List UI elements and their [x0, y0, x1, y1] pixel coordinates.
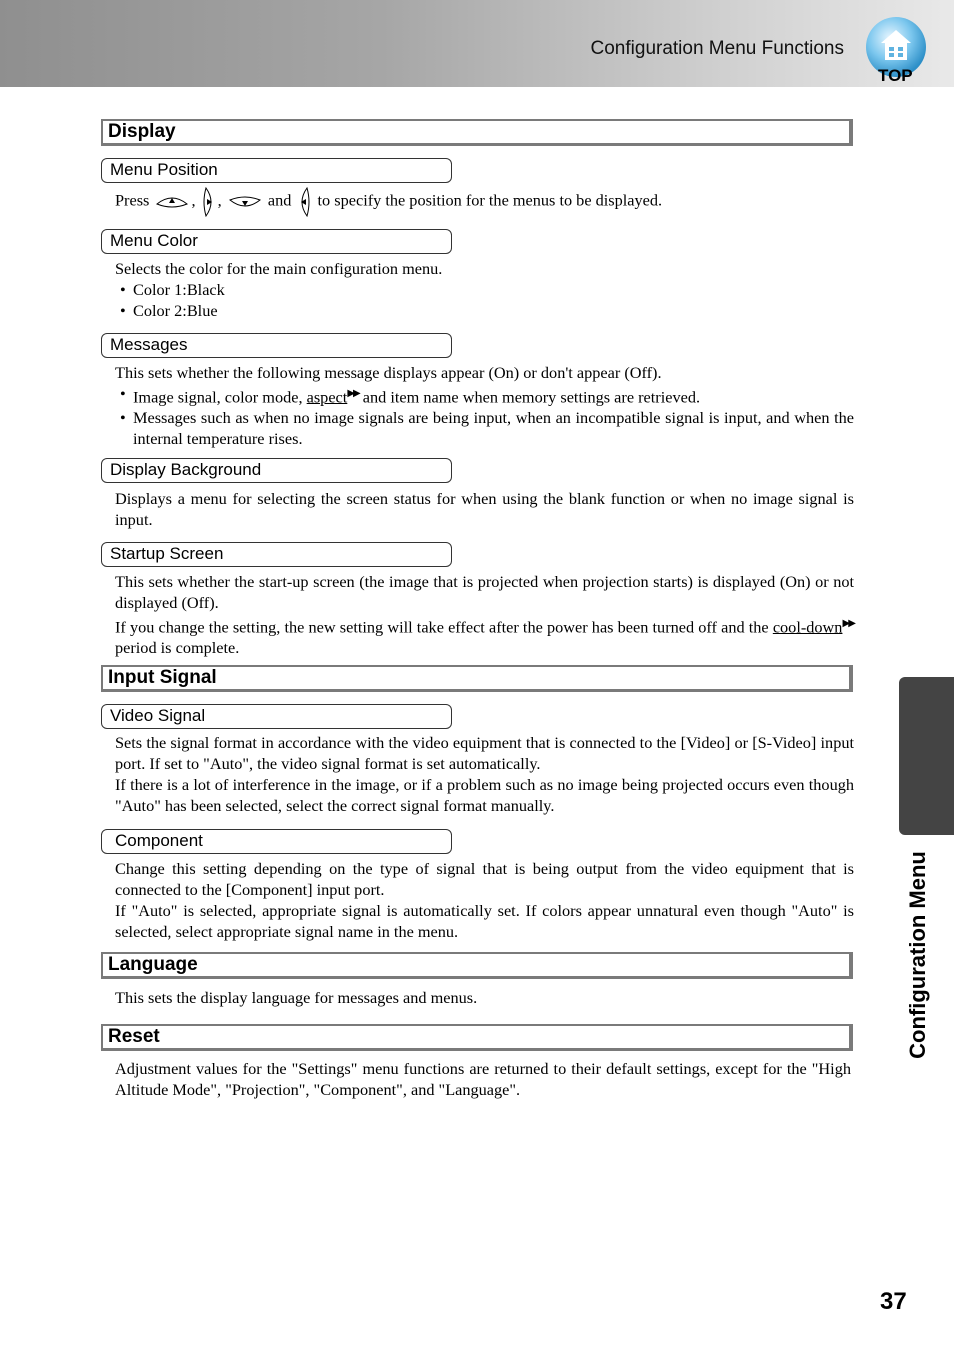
left-button-icon	[297, 186, 311, 218]
menu-position-text: Press , , and to specify the position for the menus to be displayed.	[115, 186, 854, 218]
top-button[interactable]	[864, 16, 928, 86]
up-button-icon	[155, 194, 189, 210]
messages-text: This sets whether the following message displays appear (On) or don't appear (Off). • Image signal, color mode, aspect▶▶ and item name when memory settings are retrieved. • Messages such as when no image signals are being input, when an incompatible signal is input, and when the internal temperature rises.	[115, 362, 854, 449]
section-reset-heading: Reset	[101, 1024, 853, 1051]
section-input-signal-heading: Input Signal	[101, 665, 853, 692]
subsection-display-background: Display Background	[101, 458, 452, 483]
subsection-menu-color: Menu Color	[101, 229, 452, 254]
language-text: This sets the display language for messages and menus.	[115, 988, 478, 1007]
subsection-component: Component	[101, 829, 452, 854]
chapter-tab-label: Configuration Menu	[905, 851, 930, 1059]
section-language-heading: Language	[101, 952, 853, 979]
video-signal-text: Sets the signal format in accordance with the video equipment that is connected to the [Video] or [S-Video] input port. If set to "Auto", the video signal format is set automatically. If there is a lot of interference in the image, or if a problem such as no image being projected occurs even though "Auto" has been selected, select the correct signal format manually.	[115, 733, 854, 815]
menu-color-text: Selects the color for the main configuration menu. • Color 1:Black • Color 2:Blue	[115, 258, 854, 321]
list-item: • Image signal, color mode, aspect▶▶ and item name when memory settings are retrieved.	[115, 383, 854, 407]
list-item: • Messages such as when no image signals are being input, when an incompatible signal is input, and when the internal temperature rises.	[115, 407, 854, 449]
cool-down-link[interactable]: cool-down	[772, 617, 843, 637]
component-text: Change this setting depending on the type of signal that is being output from the video equipment that is connected to the [Component] input port. If "Auto" is selected, appropriate signal is automatically set. If colors appear unnatural even though "Auto" is selected, select appropriate signal name in the menu.	[115, 859, 854, 941]
chapter-tab[interactable]	[899, 677, 954, 835]
subsection-messages: Messages	[101, 333, 452, 358]
list-item: • Color 1:Black	[115, 279, 854, 300]
right-button-icon	[202, 186, 216, 218]
reset-text: Adjustment values for the "Settings" menu functions are returned to their default settings, except for the "High Altitude Mode", "Projection", "Component", and "Language".	[115, 1059, 851, 1099]
glossary-arrow-icon: ▶▶	[842, 618, 854, 629]
display-background-text: Displays a menu for selecting the screen status for when using the blank function or when no image signal is input.	[115, 489, 854, 529]
subsection-startup-screen: Startup Screen	[101, 542, 452, 567]
subsection-video-signal: Video Signal	[101, 704, 452, 729]
glossary-arrow-icon: ▶▶	[347, 388, 359, 399]
top-label: TOP	[878, 66, 913, 85]
aspect-link[interactable]: aspect	[306, 387, 348, 407]
section-display-heading: Display	[101, 119, 853, 146]
list-item: • Color 2:Blue	[115, 300, 854, 321]
subsection-menu-position: Menu Position	[101, 158, 452, 183]
page-number: 37	[880, 1288, 907, 1315]
header-title: Configuration Menu Functions	[590, 38, 844, 59]
down-button-icon	[228, 194, 262, 210]
startup-screen-text: This sets whether the start-up screen (the image that is projected when projection starts) is displayed (On) or not displayed (Off). If you change the setting, the new setting will take effect after the power has been turned off and the cool-down▶▶ period is complete.	[115, 572, 854, 658]
